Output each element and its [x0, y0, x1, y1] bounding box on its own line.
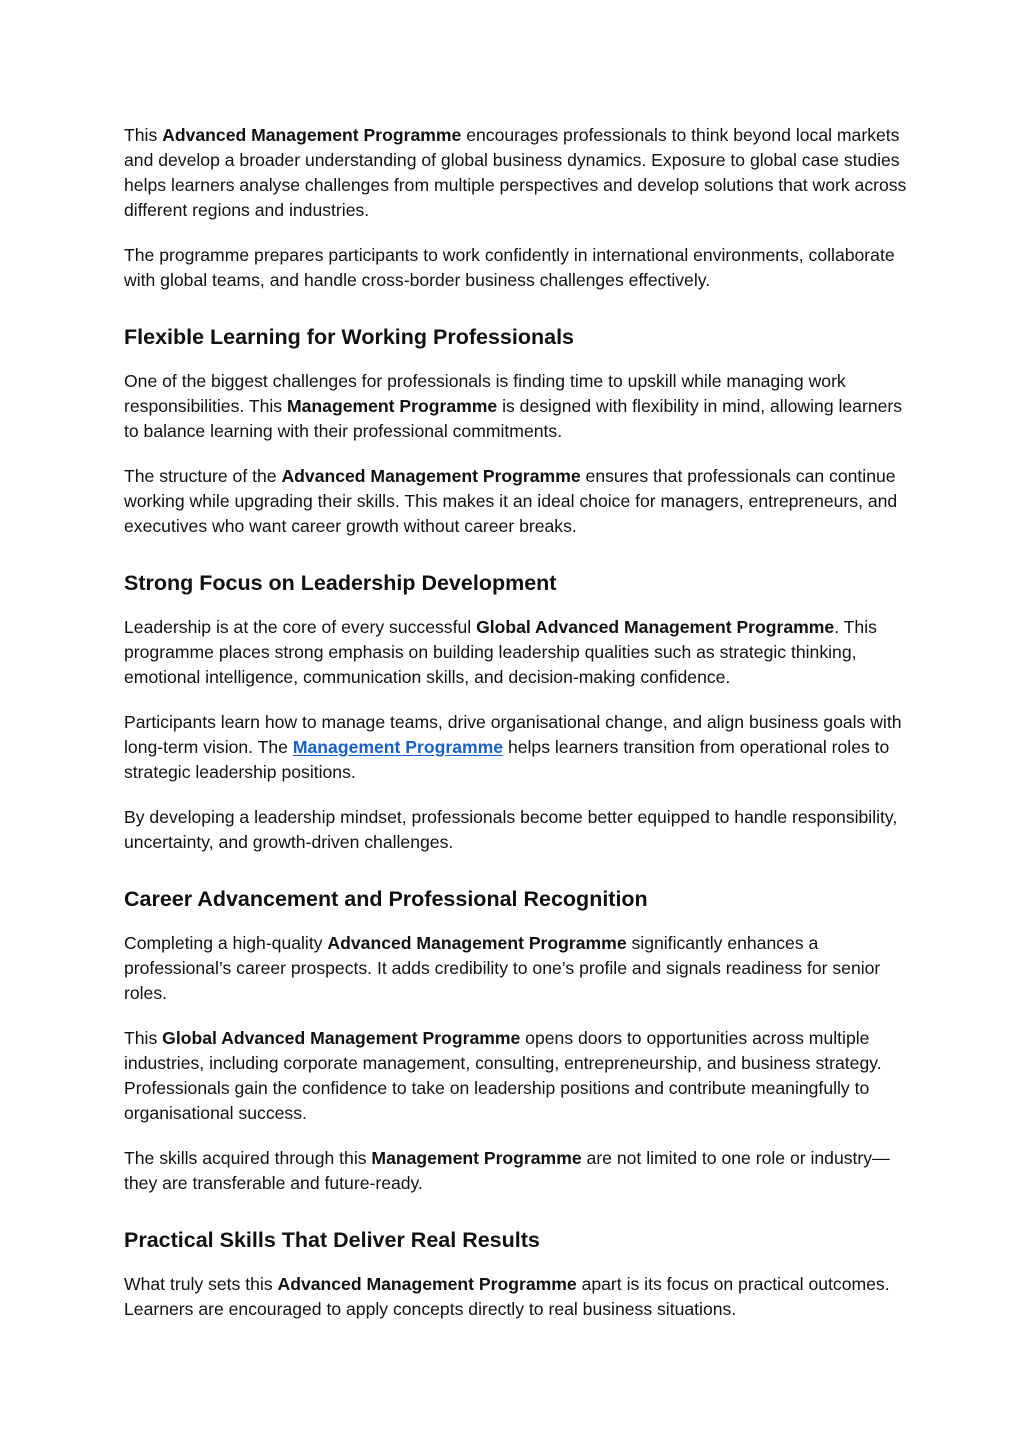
flexible-paragraph-2: The structure of the Advanced Management Programme ensures that professionals can continue working while upgrading their skills. This makes it an ideal choice for managers, entrepreneurs, and executives who want career growth without career breaks. — [124, 466, 898, 536]
bold-term: Advanced Management Programme — [327, 933, 627, 953]
intro-paragraph-2: The programme prepares participants to work confidently in international environments, collaborate with global teams, and handle cross-border business challenges effectively. — [124, 245, 895, 290]
heading-flexible-learning: Flexible Learning for Working Professionals — [124, 325, 574, 349]
bold-term: Management Programme — [286, 396, 498, 416]
career-paragraph-1: Completing a high-quality Advanced Management Programme significantly enhances a professional’s career prospects. It adds credibility to one’s profile and signals readiness for senior roles. — [124, 933, 881, 1003]
career-paragraph-2: This Global Advanced Management Programme opens doors to opportunities across multiple industries, including corporate management, consulting, entrepreneurship, and business strategy. Professionals gain the confidence to take on leadership positions and contribute meaningfully to organisational success. — [124, 1028, 882, 1123]
bold-term: Advanced Management Programme — [281, 466, 581, 486]
management-programme-link[interactable]: Management Programme — [292, 737, 504, 757]
heading-leadership-development: Strong Focus on Leadership Development — [124, 571, 557, 595]
practical-paragraph-1: What truly sets this Advanced Management Programme apart is its focus on practical outcomes. Learners are encouraged to apply concepts directly to real business situations. — [124, 1274, 890, 1319]
heading-practical-skills: Practical Skills That Deliver Real Results — [124, 1228, 540, 1252]
flexible-paragraph-1: One of the biggest challenges for professionals is finding time to upskill while managing work responsibilities. This Management Programme is designed with flexibility in mind, allowing learners to balance learning with their professional commitments. — [124, 371, 903, 441]
leadership-paragraph-3: By developing a leadership mindset, professionals become better equipped to handle responsibility, uncertainty, and growth-driven challenges. — [124, 807, 898, 852]
leadership-paragraph-2: Participants learn how to manage teams, drive organisational change, and align business goals with long-term vision. The Management Programme helps learners transition from operational roles to strategic leadership positions. — [124, 712, 902, 782]
bold-term: Advanced Management Programme — [277, 1274, 577, 1294]
intro-paragraph-1: This Advanced Management Programme encourages professionals to think beyond local markets and develop a broader understanding of global business dynamics. Exposure to global case studies helps learners analyse challenges from multiple perspectives and develop solutions that work across different regions and industries. — [124, 125, 907, 220]
bold-term: Global Advanced Management Programme — [476, 617, 835, 637]
bold-term: Management Programme — [371, 1148, 582, 1168]
bold-term: Global Advanced Management Programme — [162, 1028, 521, 1048]
document-page — [124, 123, 914, 1342]
leadership-paragraph-1: Leadership is at the core of every successful Global Advanced Management Programme. This programme places strong emphasis on building leadership qualities such as strategic thinking, emotional intelligence, communication skills, and decision-making confidence. — [124, 617, 877, 687]
heading-career-advancement: Career Advancement and Professional Recognition — [124, 887, 648, 911]
career-paragraph-3: The skills acquired through this Management Programme are not limited to one role or industry—they are transferable and future-ready. — [124, 1148, 890, 1193]
bold-term: Advanced Management Programme — [162, 125, 462, 145]
